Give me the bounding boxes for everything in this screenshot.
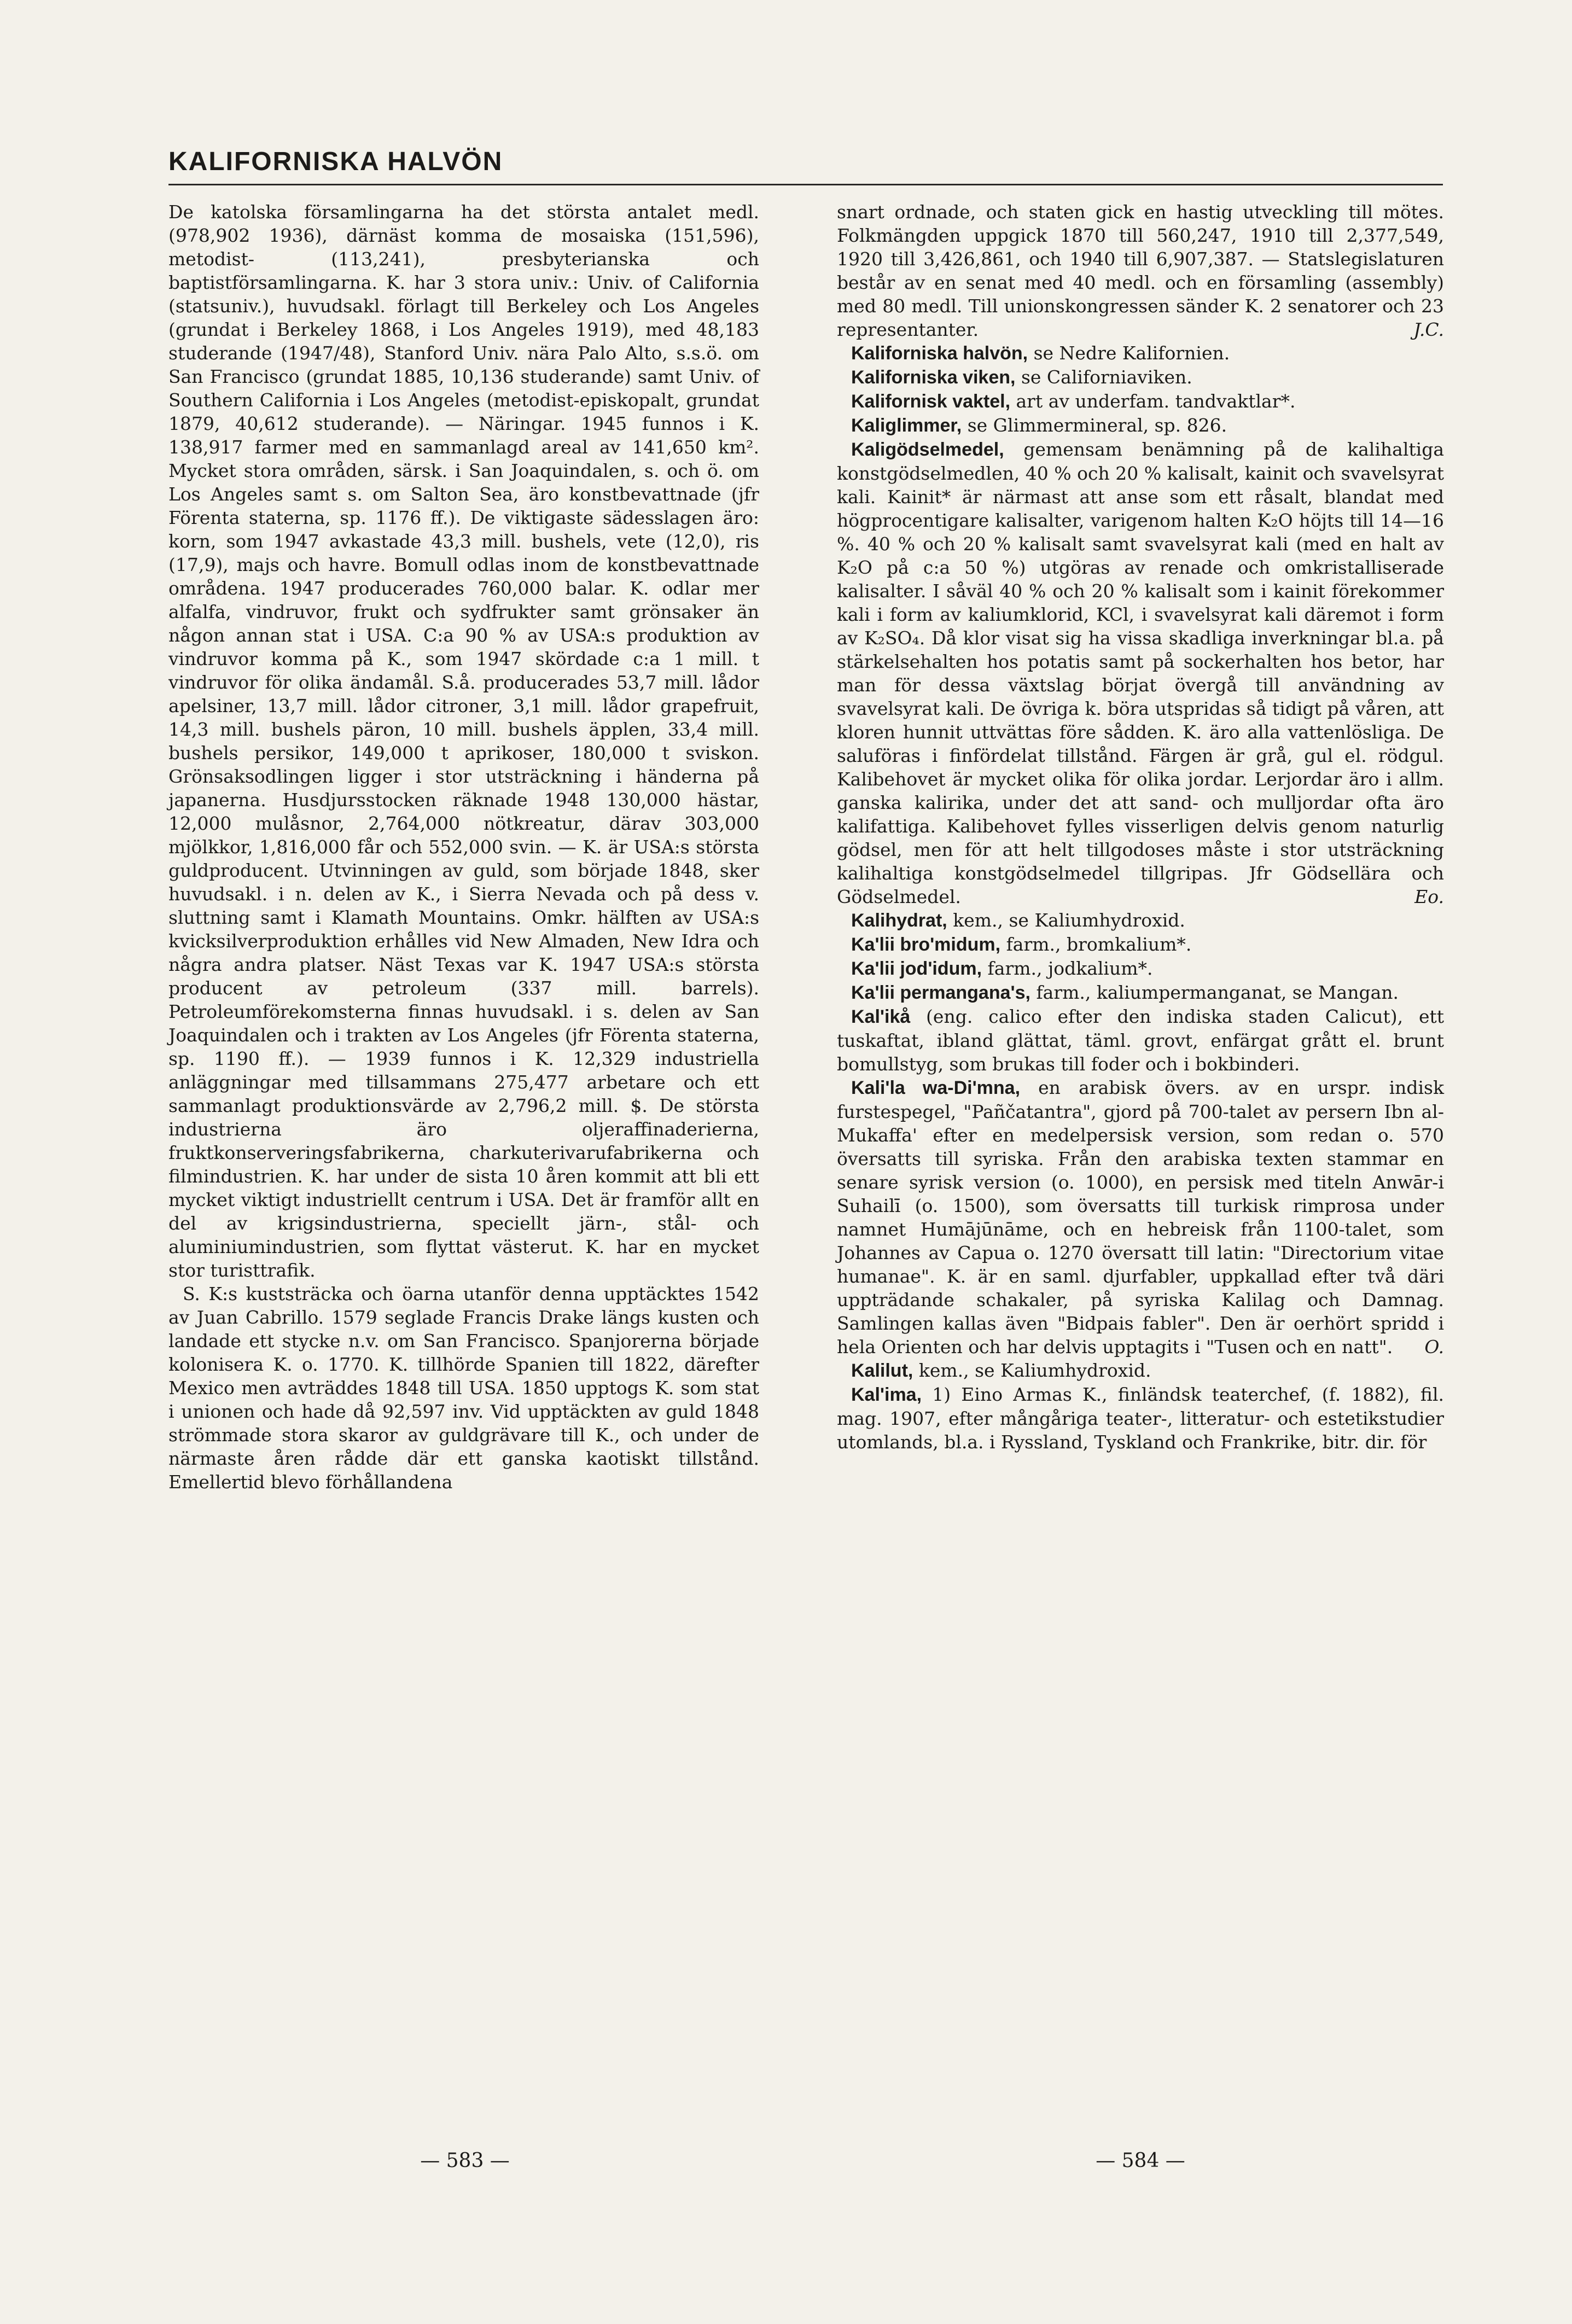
entry-headword: Kalihydrat, <box>851 910 947 931</box>
entry-headword: Kaliforniska halvön, <box>851 343 1028 364</box>
entry <box>837 981 1444 1005</box>
left-column <box>168 200 759 1494</box>
entry-headword: Kali'la wa-Di'mna, <box>851 1077 1021 1098</box>
entry <box>837 908 1444 933</box>
entry-text: farm., bromkalium*. <box>1000 934 1192 955</box>
paragraph: S. K:s kuststräcka och öarna utanför denna upptäcktes 1542 av Juan Cabrillo. 1579 seglade Francis Drake längs kusten och landade ett stycke n.v. om San Francisco. Spanjorerna började kolonisera K. o. 1770. K. tillhörde Spanien till 1822, därefter Mexico men avträddes 1848 till USA. 1850 upptogs K. som stat i unionen och hade då 92,597 inv. Vid upptäckten av guld 1848 strömmade stora skaror av guldgrävare till K., och under de närmaste åren rådde där ett ganska kaotiskt tillstånd. Emellertid blevo förhållandena <box>168 1283 759 1493</box>
entry <box>837 1076 1444 1359</box>
entry <box>837 1383 1444 1454</box>
entry <box>837 341 1444 365</box>
entry-text: farm., jodkalium*. <box>982 958 1153 979</box>
entry-text: kem., se Kaliumhydroxid. <box>913 1360 1151 1381</box>
entry-headword: Kalilut, <box>851 1360 913 1381</box>
entry-headword: Kalifornisk vaktel, <box>851 391 1011 412</box>
entry-text: se Glimmermineral, sp. 826. <box>962 415 1227 436</box>
entry-text: en arabisk övers. av en urspr. indisk furstespegel, "Pañčatantra", gjord på 700-talet av persern Ibn al-Mukaffa' efter en medelpersisk version, som redan o. 570 översatts till syriska. Från den arabiska texten stammar en senare syrisk version (o. 1000), en persisk med titeln Anwār-i Suhailī (o. 1500), som översatts till turkisk rimprosa under namnet Humājūnāme, och en hebreisk från 1100-talet, som Johannes av Capua o. 1270 översatt till latin: "Directorium vitae humanae". K. är en saml. djurfabler, uppkallad efter två däri uppträdande schakaler, på syriska Kalilag och Damnag. Samlingen kallas även "Bidpais fabler". Den är oerhört spridd i hela Orienten och har delvis upptagits i "Tusen och en natt". <box>837 1077 1444 1358</box>
entry-text: (eng. calico efter den indiska staden Calicut), ett tuskaftat, ibland glättat, täml. grovt, enfärgat grått el. brunt bomullstyg, som brukas till foder och i bokbinderi. <box>837 1006 1444 1075</box>
entry-headword: Ka'lii bro'midum, <box>851 934 1001 955</box>
entry-text: 1) Eino Armas K., finländsk teaterchef, (f. 1882), fil. mag. 1907, efter mångåriga teater-, litteratur- och estetikstudier utomlands, bl.a. i Ryssland, Tyskland och Frankrike, bitr. dir. för <box>837 1384 1444 1453</box>
author-signature: O. <box>1424 1336 1444 1358</box>
entry-text: se Californiaviken. <box>1015 366 1192 388</box>
paragraph: De katolska församlingarna ha det största antalet medl. (978,902 1936), därnäst komma de mosaiska (151,596), metodist- (113,241), presbyterianska och baptistförsamlingarna. K. har 3 stora univ.: Univ. of California (statsuniv.), huvudsakl. förlagt till Berkeley och Los Angeles (grundat i Berkeley 1868, i Los Angeles 1919), med 48,183 studerande (1947/48), Stanford Univ. nära Palo Alto, s.s.ö. om San Francisco (grundat 1885, 10,136 studerande) samt Univ. of Southern California i Los Angeles (metodist-episkopalt, grundat 1879, 40,612 studerande). — Näringar. 1945 funnos i K. 138,917 farmer med en sammanlagd areal av 141,650 km². Mycket stora områden, särsk. i San Joaquindalen, s. och ö. om Los Angeles samt s. om Salton Sea, äro konstbevattnade (jfr Förenta staterna, sp. 1176 ff.). De viktigaste sädesslagen äro: korn, som 1947 avkastade 43,3 mill. bushels, vete (12,0), ris (17,9), majs och havre. Bomull odlas inom de konstbevattnade områdena. 1947 producerades 760,000 balar. K. odlar mer alfalfa, vindruvor, frukt och sydfrukter samt grönsaker än någon annan stat i USA. C:a 90 % av USA:s produktion av vindruvor komma på K., som 1947 skördade c:a 1 mill. t vindruvor för olika ändamål. S.å. producerades 53,7 mill. lådor apelsiner, 13,7 mill. lådor citroner, 3,1 mill. lådor grapefruit, 14,3 mill. bushels päron, 10 mill. bushels äpplen, 33,4 mill. bushels persikor, 149,000 t aprikoser, 180,000 t sviskon. Grönsaksodlingen ligger i stor utsträckning i händerna på japanerna. Husdjursstocken räknade 1948 130,000 hästar, 12,000 mulåsnor, 2,764,000 nötkreatur, därav 303,000 mjölkkor, 1,816,000 får och 552,000 svin. — K. är USA:s största guldproducent. Utvinningen av guld, som började 1848, sker huvudsakl. i n. delen av K., i Sierra Nevada och på dess v. sluttning samt i Klamath Mountains. Omkr. hälften av USA:s kvicksilverproduktion erhålles vid New Almaden, New Idra och några andra platser. Näst Texas var K. 1947 USA:s största producent av petroleum (337 mill. barrels). Petroleumförekomsterna finnas huvudsakl. i s. delen av San Joaquindalen och i trakten av Los Angeles (jfr Förenta staterna, sp. 1190 ff.). — 1939 funnos i K. 12,329 industriella anläggningar med tillsammans 275,477 arbetare och ett sammanlagt produktionsvärde av 2,796,2 mill. $. De största industrierna äro oljeraffinaderierna, fruktkonserveringsfabrikerna, charkuterivarufabrikerna och filmindustrien. K. har under de sista 10 åren kommit att bli ett mycket viktigt industriellt centrum i USA. Det är framför allt en del av krigsindustrierna, speciellt järn-, stål- och aluminiumindustrien, som flyttat västerut. K. har en mycket stor turisttrafik. <box>168 201 759 1281</box>
paragraph-text: snart ordnade, och staten gick en hastig utveckling till mötes. Folkmängden uppgick 1870 till 560,247, 1910 till 2,377,549, 1920 till 3,426,861, och 1940 till 6,907,387. — Statslegislaturen består av en senat med 40 medl. och en församling (assembly) med 80 medl. Till unionskongressen sänder K. 2 senatorer och 23 representanter. <box>837 201 1444 340</box>
entry <box>837 1359 1444 1383</box>
entry-headword: Kaliglimmer, <box>851 415 962 436</box>
entry-text: art av underfam. tandvaktlar*. <box>1010 391 1296 412</box>
entry-text: gemensam benämning på de kalihaltiga konstgödselmedlen, 40 % och 20 % kalisalt, kainit och svavelsyrat kali. Kainit* är närmast att anse som ett råsalt, blandat med högprocentigare kalisalter, varigenom halten K₂O höjts till 14—16 %. 40 % och 20 % kalisalt samt svavelsyrat kali (med en halt av K₂O på c:a 50 %) utgöras av renade och omkristalliserade kalisalter. I såväl 40 % och 20 % kalisalt som i kainit förekommer kali i form av kaliumklorid, KCl, i svavelsyrat kali däremot i form av K₂SO₄. Då klor visat sig ha vissa skadliga inverkningar bl.a. på stärkelsehalten hos potatis samt på sockerhalten hos betor, har man för dessa växtslag börjat övergå till användning av svavelsyrat kali. De övriga k. böra utspridas så tidigt på våren, att kloren hunnit uttvättas före sådden. K. äro alla vattenlösliga. De saluföras i finfördelat tillstånd. Färgen är grå, gul el. rödgul. Kalibehovet är mycket olika för olika jordar. Lerjordar äro i allm. ganska kalirika, under det att sand- och mulljordar ofta äro kalifattiga. Kalibehovet fylles visserligen delvis genom naturlig gödsel, men för att helt tillgodoses måste i stor utsträckning kalihaltiga konstgödselmedel tillgripas. Jfr Gödsellära och Gödselmedel. <box>837 439 1444 907</box>
author-signature: Eo. <box>1414 886 1444 907</box>
page-number-right: — 584 — <box>1096 2150 1185 2172</box>
entry-headword: Ka'lii jod'idum, <box>851 958 982 979</box>
entry <box>837 365 1444 389</box>
entry-headword: Kal'ima, <box>851 1384 922 1405</box>
entry-headword: Kaligödselmedel, <box>851 439 1004 460</box>
author-signature: J.C. <box>1413 319 1444 340</box>
entry <box>837 957 1444 981</box>
entry-headword: Kal'ikå <box>851 1006 911 1027</box>
entry-headword: Ka'lii permangana's, <box>851 982 1030 1003</box>
running-header: KALIFORNISKA HALVÖN <box>168 147 503 176</box>
entry <box>837 438 1444 908</box>
entry-text: se Nedre Kalifornien. <box>1028 342 1230 364</box>
entry <box>837 413 1444 438</box>
entry <box>837 389 1444 413</box>
right-column <box>837 200 1444 1454</box>
entry-text: kem., se Kaliumhydroxid. <box>947 910 1185 931</box>
entry-headword: Kaliforniska viken, <box>851 367 1016 388</box>
entry-text: farm., kaliumpermanganat, se Mangan. <box>1030 982 1399 1003</box>
page-number-left: — 583 — <box>420 2150 510 2172</box>
entry <box>837 1005 1444 1076</box>
paragraph <box>837 200 1444 341</box>
entry <box>837 933 1444 957</box>
header-rule <box>168 184 1443 185</box>
